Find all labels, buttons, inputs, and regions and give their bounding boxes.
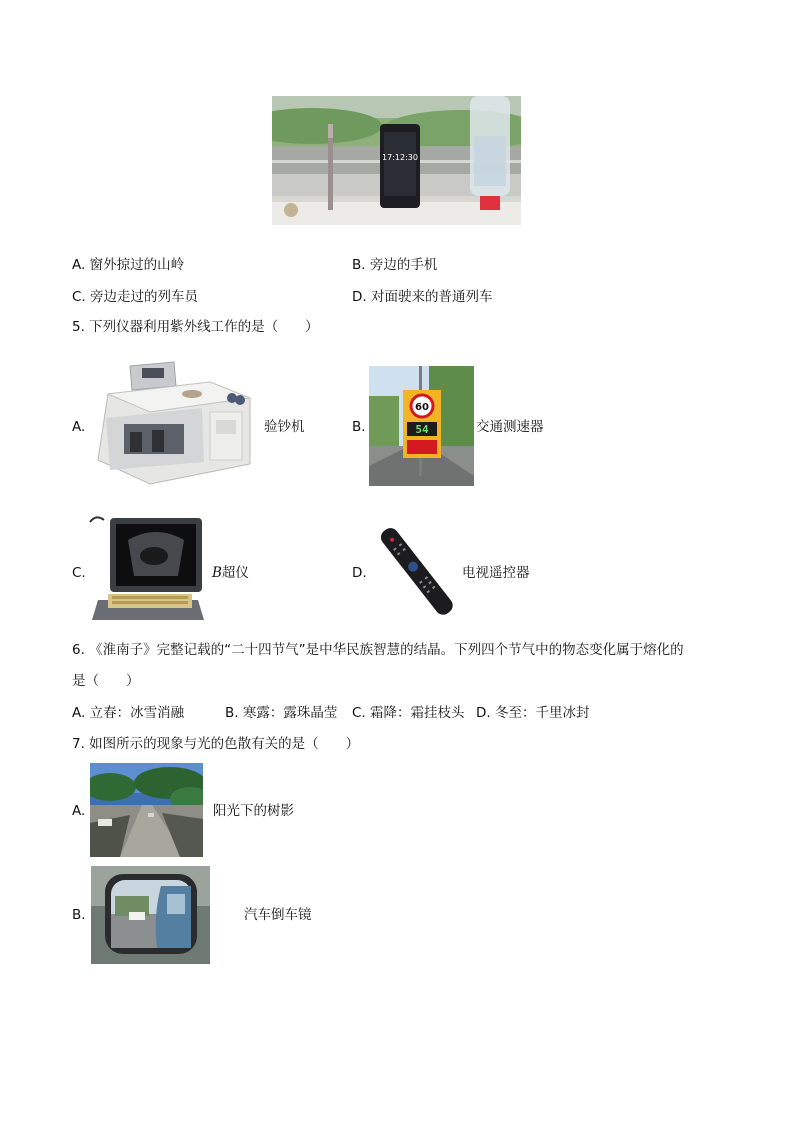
q4-option-d: D. 对面驶来的普通列车	[352, 289, 493, 305]
q6-stem-line1: 6. 《淮南子》完整记载的“二十四节气”是中华民族智慧的结晶。下列四个节气中的物态变化属于熔化的	[72, 642, 684, 658]
q6-option-d: D. 冬至：千里冰封	[476, 705, 590, 721]
q5-option-d-letter: D.	[352, 565, 367, 581]
q4-option-b: B. 旁边的手机	[352, 257, 438, 273]
q6-option-b: B. 寒露：露珠晶莹	[225, 705, 338, 721]
q4-train-window-photo	[272, 96, 521, 225]
q5-ultrasound-image	[88, 510, 208, 624]
q7-option-b-caption: 汽车倒车镜	[244, 907, 312, 923]
q4-option-c: C. 旁边走过的列车员	[72, 289, 199, 305]
q5-money-counter-image	[90, 352, 262, 500]
q7-car-mirror-image	[91, 866, 210, 964]
q4-option-a: A. 窗外掠过的山岭	[72, 257, 185, 273]
q5-option-a-caption: 验钞机	[264, 419, 305, 435]
q5-option-b-caption: 交通测速器	[476, 419, 544, 435]
q5-option-c-letter: C.	[72, 565, 86, 581]
q7-tree-shadow-image	[90, 763, 203, 857]
q5-option-b-letter: B.	[352, 419, 366, 435]
speed-limit-number: 60	[415, 402, 429, 413]
q5-tv-remote-image	[370, 526, 462, 618]
phone-clock: 17:12:30	[382, 153, 418, 162]
q7-option-a-letter: A.	[72, 803, 86, 819]
speed-display-number: 54	[415, 423, 429, 436]
q6-option-a: A. 立春：冰雪消融	[72, 705, 185, 721]
q6-stem-line2: 是（ ）	[72, 673, 140, 689]
q5-stem: 5. 下列仪器利用紫外线工作的是（ ）	[72, 319, 319, 335]
q6-option-c: C. 霜降：霜挂枝头	[352, 705, 465, 721]
q7-stem: 7. 如图所示的现象与光的色散有关的是（ ）	[72, 736, 360, 752]
q5-option-c-caption-prefix: B	[212, 565, 222, 581]
q7-option-a-caption: 阳光下的树影	[213, 803, 294, 819]
q5-option-d-caption: 电视遥控器	[462, 565, 530, 581]
q5-option-a-letter: A.	[72, 419, 86, 435]
q5-option-c-caption-text: 超仪	[221, 565, 249, 581]
q5-speed-sign-image	[369, 366, 474, 486]
q7-option-b-letter: B.	[72, 907, 86, 923]
q5-option-c-caption	[212, 564, 249, 582]
